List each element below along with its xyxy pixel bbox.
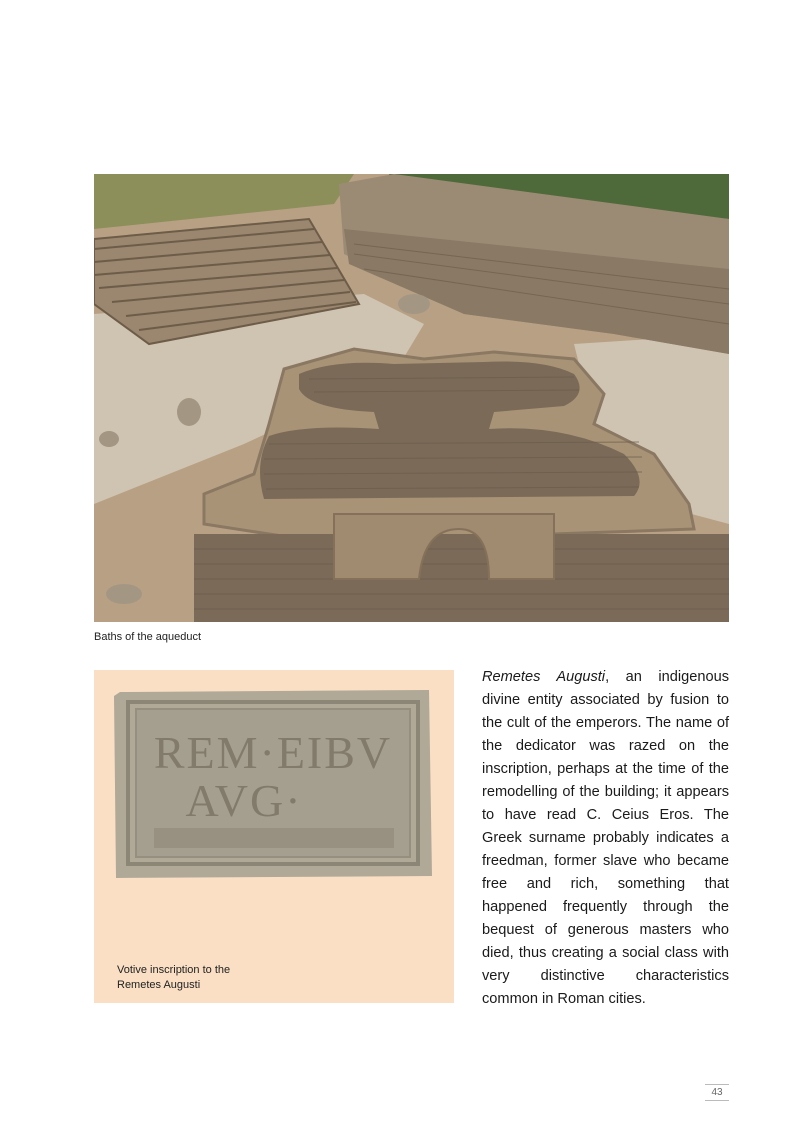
page-number: 43 <box>705 1084 729 1101</box>
inscription-panel <box>94 670 454 1003</box>
caption-main-photo: Baths of the aqueduct <box>94 631 202 643</box>
photo-votive-inscription <box>114 690 432 878</box>
caption-inscription: Votive inscription to the Remetes Augusti <box>117 964 231 991</box>
body-paragraph <box>482 666 729 1011</box>
body-lead-italic: Remetes Augusti <box>482 669 606 685</box>
photo-baths-of-aqueduct <box>94 174 729 622</box>
body-text: , an indigenous divine entity associated by fusion to the cult of the emperors. The name of the dedicator was razed on the inscription, perhaps at the time of the remodelling of the building; it appears to have read C. Ceius Eros. The Greek surname probably indicates a freedman, former slave who became free and rich, something that happened frequently through the bequest of generous masters who died, thus creating a social class with very distinctive characteristics common in Roman cities. <box>482 669 729 1007</box>
inscription-line1: REM·EIBV <box>153 727 393 778</box>
inscription-line2: AVG· <box>185 775 303 826</box>
